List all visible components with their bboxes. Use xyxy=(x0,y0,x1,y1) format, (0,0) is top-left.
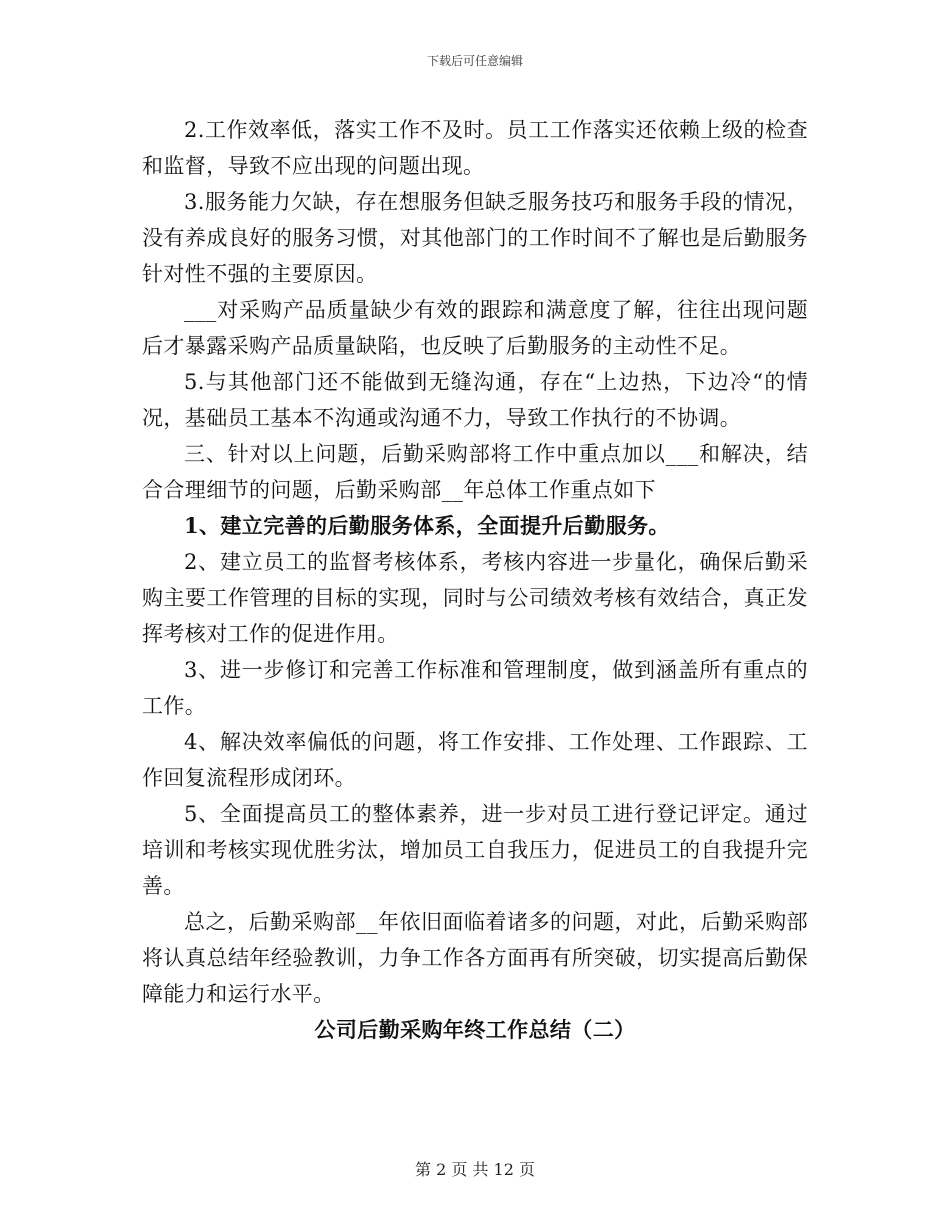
paragraph-focus-intro: 三、针对以上问题，后勤采购部将工作中重点加以___和解决，结合合理细节的问题，后勤采购部__年总体工作重点如下 xyxy=(142,442,808,502)
paragraph-communication: 5.与其他部门还不能做到无缝沟通，存在“上边热，下边冷“的情况，基础员工基本不沟通或沟通不力，导致工作执行的不协调。 xyxy=(142,370,808,430)
page-footer: 第 2 页 共 12 页 xyxy=(415,1160,535,1179)
paragraph-service-system: 1、建立完善的后勤服务体系，全面提升后勤服务。 xyxy=(184,513,670,538)
paragraph-standards: 3、进一步修订和完善工作标准和管理制度，做到涵盖所有重点的工作。 xyxy=(142,658,808,718)
paragraph-service-ability: 3.服务能力欠缺，存在想服务但缺乏服务技巧和服务手段的情况，没有养成良好的服务习惯，对其他部门的工作时间不了解也是后勤服务针对性不强的主要原因。 xyxy=(142,190,808,286)
document-body xyxy=(142,112,808,1048)
paragraph-efficiency: 2.工作效率低，落实工作不及时。员工工作落实还依赖上级的检查和监督，导致不应出现的问题出现。 xyxy=(142,118,808,178)
page-header: 下载后可任意编辑 xyxy=(426,54,523,68)
paragraph-closed-loop: 4、解决效率偏低的问题，将工作安排、工作处理、工作跟踪、工作回复流程形成闭环。 xyxy=(142,730,808,790)
paragraph-staff-quality: 5、全面提高员工的整体素养，进一步对员工进行登记评定。通过培训和考核实现优胜劣汰，增加员工自我压力，促进员工的自我提升完善。 xyxy=(142,802,808,898)
paragraph-assessment-system: 2、建立员工的监督考核体系，考核内容进一步量化，确保后勤采购主要工作管理的目标的实现，同时与公司绩效考核有效结合，真正发挥考核对工作的促进作用。 xyxy=(142,550,808,646)
paragraph-quality-tracking: ___对采购产品质量缺少有效的跟踪和满意度了解，往往出现问题后才暴露采购产品质量缺陷，也反映了后勤服务的主动性不足。 xyxy=(142,298,808,358)
section-title: 公司后勤采购年终工作总结（二） xyxy=(314,1017,636,1042)
paragraph-conclusion: 总之，后勤采购部__年依旧面临着诸多的问题，对此，后勤采购部将认真总结年经验教训，力争工作各方面再有所突破，切实提高后勤保障能力和运行水平。 xyxy=(142,910,808,1006)
